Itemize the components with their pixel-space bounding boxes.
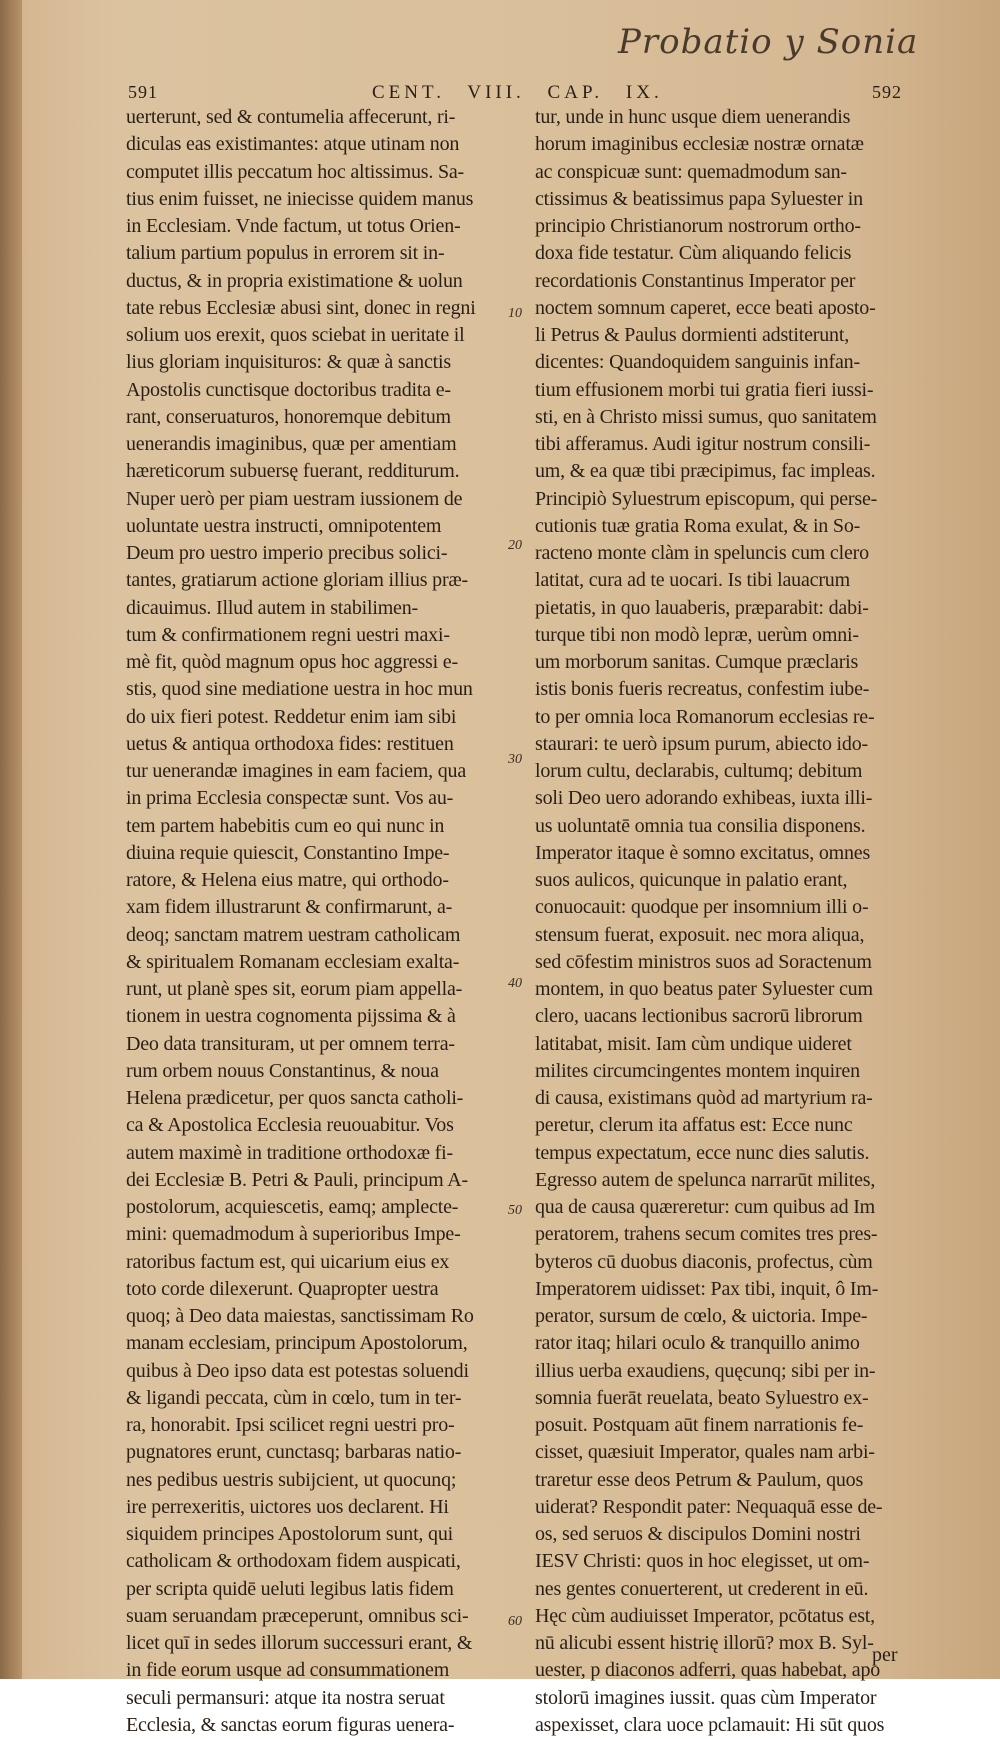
text-line: stensum fuerat, exposuit. nec mora aliqua, [535,923,865,946]
page-binding-shadow [0,0,22,1679]
text-line: siquidem principes Apostolorum sunt, qui [126,1523,453,1545]
text-line: dicauimus. Illud autem in stabilimen- [126,596,418,619]
text-line: in fide eorum usque ad consummationem [126,1659,450,1682]
text-line: stolorū imagines iussit. quas cùm Imperator [535,1686,877,1709]
text-line: mè fit, quòd magnum opus hoc aggressi e- [126,651,458,673]
handwritten-note: Probatio y Sonia [618,22,919,62]
text-line: quoq; à Deo data maiestas, sanctissimam Ro [126,1305,474,1327]
text-line: autem maximè in traditione orthodoxæ fi- [126,1141,453,1164]
text-line: Ecclesia, & sanctas eorum figuras uenera- [126,1713,455,1736]
text-line: dei Ecclesiæ B. Petri & Pauli, principum A- [126,1168,468,1191]
text-line: posuit. Postquam aūt finem narrationis fe- [535,1414,864,1436]
text-line: staurari: te uerò ipsum purum, abiecto ido- [535,732,868,755]
line-number: 10 [508,306,522,321]
text-line: tate rebus Ecclesiæ abusi sint, donec in regni [126,296,476,319]
text-line: nes gentes conuerterent, ut crederent in eū. [535,1577,869,1600]
text-line: suos aulicos, quicunque in palatio erant, [535,869,848,891]
page-number-right: 592 [872,82,902,102]
text-line: tibi afferamus. Audi igitur nostrum consili- [535,433,871,455]
text-line: Deum pro uestro imperio precibus solici- [126,542,448,564]
text-line: uoluntate uestra instructi, omnipotentem [126,514,442,537]
text-line: montem, in quo beatus pater Syluester cum [535,978,873,1000]
text-line: do uix fieri potest. Reddetur enim iam sibi [126,705,457,728]
text-line: uerterunt, sed & contumelia affecerunt, ri- [126,106,456,128]
text-line: uenerandis imaginibus, quæ per amentiam [126,433,457,455]
text-line: ratore, & Helena eius matre, qui orthodo- [126,869,449,891]
text-line: solium uos erexit, quos sciebat in ueritate il [126,324,465,346]
text-line: nū alicubi essent histrię illorū? mox B. Syl- [535,1632,874,1654]
text-line: us uoluntatē omnia tua consilia disponens. [535,814,866,837]
text-line: Imperator itaque è somno excitatus, omnes [535,841,871,864]
text-line: istis bonis fueris recreatus, confestim iube- [535,678,870,701]
text-line: Helena prædicetur, per quos sancta catholi- [126,1087,464,1109]
text-line: uiderat? Respondit pater: Nequaquā esse de- [535,1495,883,1518]
page-number-left: 591 [128,82,158,102]
text-line: postolorum, acquiescetis, eamq; amplecte- [126,1196,459,1218]
text-line: cutionis tuæ gratia Roma exulat, & in So- [535,514,861,537]
text-line: Hęc cùm audiuisset Imperator, pcōtatus est, [535,1604,875,1627]
text-line: Principiò Syluestrum episcopum, qui perse- [535,487,878,510]
text-line: Imperatorem uidisset: Pax tibi, inquit, ô Im- [535,1277,879,1300]
text-line: uester, p diaconos adferri, quas habebat, apo [535,1659,881,1682]
text-line: traretur esse deos Petrum & Paulum, quos [535,1468,864,1491]
text-line: suam seruandam præceperunt, omnibus sci- [126,1604,469,1627]
text-line: tionem in uestra cognomenta pijssima & à [126,1005,456,1028]
line-number: 30 [508,752,522,767]
text-line: to per omnia loca Romanorum ecclesias re- [535,705,875,728]
text-line: dicentes: Quandoquidem sanguinis infan- [535,351,860,374]
text-line: rator itaq; hilari oculo & tranquillo animo [535,1332,860,1355]
text-line: soli Deo uero adorando exhibeas, iuxta illi- [535,787,873,810]
text-line: hæreticorum subuersę fuerant, redditurum. [126,460,460,483]
text-line: tum & confirmationem regni uestri maxi- [126,623,450,646]
text-line: Nuper uerò per piam uestram iussionem de [126,487,463,510]
text-line: perator, sursum de cœlo, & uictoria. Impe- [535,1305,868,1327]
text-line: lorum cultu, declarabis, cultumq; debitum [535,760,863,782]
text-line: & ligandi peccata, cùm in cœlo, tum in ter- [126,1386,462,1409]
line-number: 50 [508,1203,522,1218]
text-line: manam ecclesiam, principum Apostolorum, [126,1332,468,1355]
line-number: 40 [508,976,522,991]
text-line: ra, honorabit. Ipsi scilicet regni uestri pro- [126,1414,455,1436]
left-text-column [126,104,501,1739]
text-line: talium partium populus in errorem sit in- [126,242,445,265]
text-line: latitat, cura ad te uocari. Is tibi lauacrum [535,569,850,592]
text-line: licet quī in sedes illorum successuri erant, & [126,1632,473,1654]
right-text-column [535,104,915,1739]
text-line: peratorem, trahens secum comites tres pres- [535,1223,878,1246]
text-line: conuocauit: quodque per insomnium illi o- [535,896,869,919]
text-line: ca & Apostolica Ecclesia reuouabitur. Vos [126,1114,454,1137]
text-line: tantes, gratiarum actione gloriam illius præ- [126,569,469,592]
running-title: CENT. VIII. CAP. IX. [372,82,663,103]
catchword: per [872,1644,898,1666]
text-line: per scripta quidē ueluti legibus latis fidem [126,1577,454,1600]
text-line: tur uenerandæ imagines in eam faciem, qua [126,760,467,782]
text-line: in Ecclesiam. Vnde factum, ut totus Orien- [126,215,461,237]
text-line: racteno monte clàm in speluncis cum clero [535,542,869,564]
text-line: seculi permansuri: atque ita nostra seruat [126,1686,445,1709]
text-line: pietatis, in quo lauaberis, præparabit: dabi- [535,596,869,619]
text-line: rant, conseruaturos, honoremque debitum [126,405,451,428]
text-line: um morborum sanitas. Cumque præclaris [535,651,859,673]
text-line: clero, uacans lectionibus sacrorū librorum [535,1005,863,1028]
text-line: doxa fide testatur. Cùm aliquando felicis [535,242,852,265]
text-line: mini: quemadmodum à superioribus Impe- [126,1223,461,1246]
text-line: aspexisset, clara uoce pclamauit: Hi sūt quos [535,1713,885,1736]
text-line: di causa, existimans quòd ad martyrium ra- [535,1087,873,1109]
line-number: 60 [508,1614,522,1629]
text-line: ire perrexeritis, uictores uos declarent. Hi [126,1495,449,1518]
text-line: Egresso autem de spelunca narrarūt milites, [535,1168,876,1191]
text-line: recordationis Constantinus Imperator per [535,269,856,292]
line-number: 20 [508,538,522,553]
text-line: illius uerba exaudiens, quęcunq; sibi per in- [535,1359,876,1382]
text-line: os, sed seruos & discipulos Domini nostri [535,1523,861,1545]
text-line: qua de causa quæreretur: cum quibus ad Im [535,1196,876,1218]
text-line: somnia fuerāt reuelata, beato Syluestro ex- [535,1386,869,1409]
text-line: cisset, quæsiuit Imperator, quales nam arbi- [535,1441,875,1464]
text-line: byteros cū duobus diaconis, profectus, cùm [535,1250,873,1273]
text-line: uetus & antiqua orthodoxa fides: restituen [126,732,454,755]
text-line: & spiritualem Romanam ecclesiam exalta- [126,950,460,973]
text-line: IESV Christi: quos in hoc elegisset, ut om- [535,1550,870,1573]
text-line: pugnatores erunt, cunctasq; barbaras natio- [126,1441,462,1464]
text-line: horum imaginibus ecclesiæ nostræ ornatæ [535,133,864,156]
text-line: sti, en à Christo missi sumus, quo sanitatem [535,405,877,428]
text-line: principio Christianorum nostrorum ortho- [535,215,861,237]
text-line: xam fidem illustrarunt & confirmarunt, a- [126,896,453,919]
text-line: diculas eas existimantes: atque utinam non [126,133,460,156]
text-line: runt, ut planè spes sit, eorum piam appella- [126,978,463,1000]
text-line: turque tibi non modò lepræ, uerùm omni- [535,623,859,646]
text-line: in prima Ecclesia conspectæ sunt. Vos au- [126,787,454,810]
text-line: ductus, & in propria existimatione & uolun [126,269,463,292]
text-line: noctem somnum caperet, ecce beati aposto- [535,296,876,319]
text-line: catholicam & orthodoxam fidem auspicati, [126,1550,461,1573]
text-line: tur, unde in hunc usque diem uenerandis [535,106,851,128]
text-line: peretur, clerum ita affatus est: Ecce nunc [535,1114,853,1137]
text-line: tempus expectatum, ecce nunc dies salutis. [535,1141,870,1164]
text-line: diuina requie quiescit, Constantino Impe- [126,841,450,864]
text-line: latitabat, misit. Iam cùm undique uideret [535,1032,852,1055]
text-line: milites circumcingentes montem inquiren [535,1059,860,1082]
text-line: Apostolis cunctisque doctoribus tradita e- [126,378,451,401]
text-line: ac conspicuæ sunt: quemadmodum san- [535,160,847,183]
text-line: um, & ea quæ tibi præcipimus, fac impleas. [535,460,876,483]
text-line: ratoribus factum est, qui uicarium eius ex [126,1250,450,1273]
text-line: li Petrus & Paulus dormienti adstiterunt, [535,324,849,346]
text-line: tem partem habebitis cum eo qui nunc in [126,814,445,837]
text-line: lius gloriam inquisituros: & quæ à sanctis [126,351,451,374]
text-line: nes pedibus uestris subijcient, ut quocunq; [126,1468,457,1491]
text-line: toto corde dilexerunt. Quapropter uestra [126,1277,439,1300]
text-line: deoq; sanctam matrem uestram catholicam [126,923,461,946]
text-line: sed cōfestim ministros suos ad Soractenum [535,950,872,973]
text-line: tium effusionem morbi tui gratia fieri iussi- [535,378,874,401]
text-line: tius enim fuisset, ne iniecisse quidem manus [126,187,474,210]
text-line: computet illis peccatum hoc altissimus. Sa- [126,160,465,183]
text-line: Deo data transituram, ut per omnem terra- [126,1032,455,1055]
text-line: quibus à Deo ipso data est potestas soluendi [126,1359,469,1382]
text-line: stis, quod sine mediatione uestra in hoc mun [126,678,473,701]
text-line: rum orbem nouus Constantinus, & noua [126,1059,439,1082]
text-line: ctissimus & beatissimus papa Syluester in [535,187,863,210]
